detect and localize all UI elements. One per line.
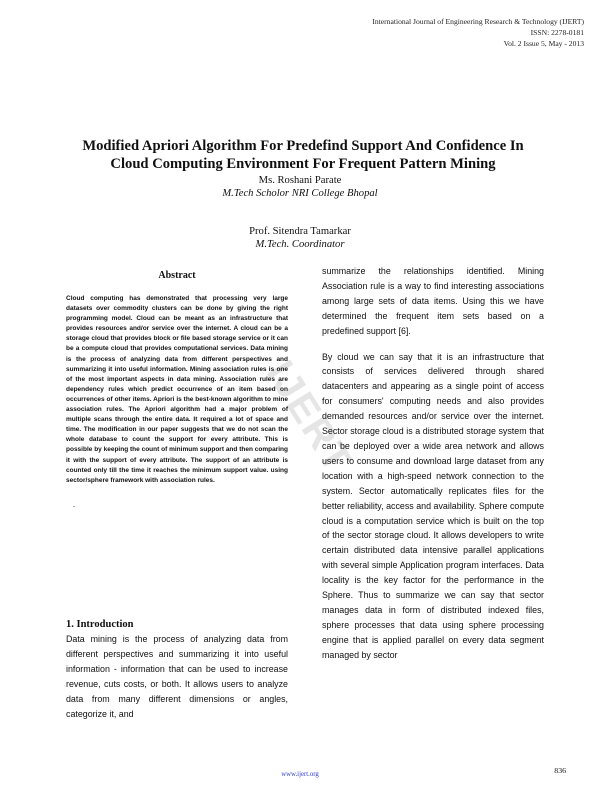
title-line-1: Modified Apriori Algorithm For Predefind Support And Confidence In <box>82 138 524 154</box>
introduction-text: Data mining is the process of analyzing data from different perspectives and summarizing it into useful information - information that can be used to increase revenue, cuts costs, or both. It allows users to analyze data from many different dimensions or angles, categorize it, and <box>66 634 288 719</box>
stray-mark: . <box>73 499 75 509</box>
footer-url: www.ijert.org <box>281 771 319 778</box>
right-paragraph-1: summarize the relationships identified. Mining Association rule is a way to find interesting associations among large sets of data items. Using this we have determined the frequent item sets based on a predefined support [6]. <box>322 266 544 336</box>
paper-title <box>64 137 542 173</box>
author-2-name: Prof. Sitendra Tamarkar <box>249 226 351 237</box>
journal-header <box>372 16 584 49</box>
abstract-section <box>66 270 288 509</box>
author-2-affiliation: M.Tech. Coordinator <box>255 239 345 250</box>
ijert-watermark: IJERT <box>257 353 361 482</box>
abstract-heading: Abstract <box>158 270 196 281</box>
title-line-2: Cloud Computing Environment For Frequent Pattern Mining <box>110 156 496 172</box>
right-paragraph-2: By cloud we can say that it is an infrastructure that consists of services delivered through shared datacenters and appearing as a single point of access for consumers' computing needs and also provides demanded resources and/or service over the internet. Sector storage cloud is a distributed storage system that can be deployed over a wide area network and allows users to consume and download large dataset from any location with a high-speed network connection to the system. Sector automatically replicates files for the better reliability, access and availability. Sphere compute cloud is a computation service which is built on the top of the sector storage cloud. It allows developers to write certain distributed data intensive parallel applications with several simple Application program interfaces. Data locality is the key factor for the performance in the Sphere. Thus to summarize we can say that sector manages data in form of distributed indexed files, sphere processes that data using sphere processing engine that is applied parallel on every data segment managed by sector <box>322 351 544 660</box>
issn: ISSN: 2278-0181 <box>530 28 584 37</box>
right-column <box>322 264 544 663</box>
abstract-text: Cloud computing has demonstrated that processing very large datasets over commodity clusters can be done by giving the right programming model. Cloud can be meant as an infrastructure that provides resources and/or service over the internet. A cloud can be a storage cloud that provides block or file based storage service or it can be a compute cloud that provides computational services. Data mining is the process of analyzing data from different perspectives and summarizing it into useful information. Mining association rules is one of the most important aspects in data mining. Association rules are dependency rules which predict occurrence of an item based on occurrences of other items. Apriori is the best-known algorithm to mine association rules. The Apriori algorithm had a major problem of multiple scans through the entire data. It required a lot of space and time. The modification in our paper suggests that we do not scan the whole database to count the support for every attribute. This is possible by keeping the count of minimum support and then comparing it with the support of every attribute. The support of an attribute is counted only till the time it reaches the minimum support value. using sector/sphere framework with association rules. <box>66 295 288 484</box>
journal-name: International Journal of Engineering Research & Technology (IJERT) <box>372 17 584 26</box>
volume-issue: Vol. 2 Issue 5, May - 2013 <box>503 39 584 48</box>
introduction-section <box>66 632 288 721</box>
author-1-affiliation: M.Tech Scholor NRI College Bhopal <box>222 188 378 199</box>
introduction-heading: 1. Introduction <box>66 619 134 630</box>
author-1-name: Ms. Roshani Parate <box>258 175 342 186</box>
page-number: 836 <box>554 766 566 775</box>
